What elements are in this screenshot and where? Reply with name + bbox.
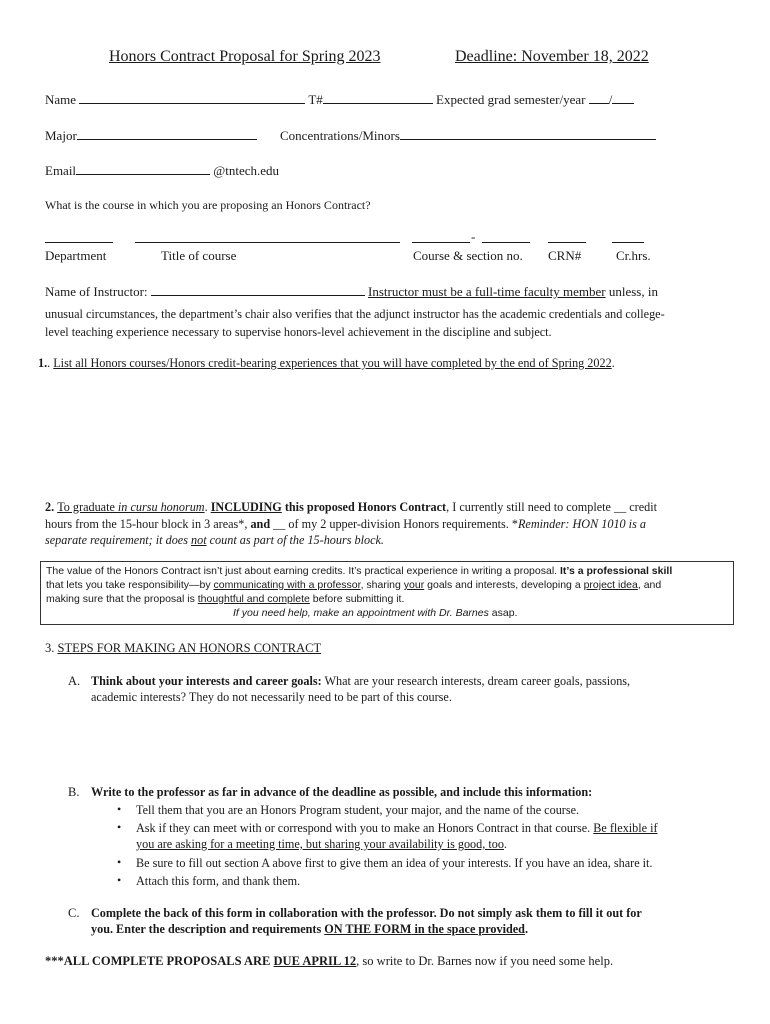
info-line-3	[46, 593, 404, 605]
info-communicating: communicating with a professor	[213, 579, 361, 591]
section-3-heading	[45, 641, 321, 656]
info-line-4	[233, 607, 517, 619]
step-c-line2-a: you. Enter the description and requirements	[91, 922, 325, 936]
instructor-note-line3: level teaching experience necessary to supervise honors-level achievement in the discipline and subject.	[45, 325, 552, 339]
course-section-label: Course & section no.	[413, 248, 523, 263]
concentrations-field[interactable]	[400, 128, 656, 140]
step-c-line1: Complete the back of this form in collaboration with the professor. Do not simply ask them to fill it out for	[91, 906, 642, 920]
section-2-line2-b: __ of my 2 upper-division Honors requirements. *	[270, 517, 518, 531]
step-b-bullet-2-end: .	[503, 837, 507, 851]
section-2-line2-c: : HON 1010 is a	[565, 517, 646, 531]
section-2-not: not	[191, 533, 207, 547]
due-stars: ***ALL COMPLETE PROPOSALS ARE	[45, 954, 274, 968]
course-section-separator: -	[471, 229, 476, 244]
course-title-field[interactable]	[135, 242, 400, 243]
deadline: Deadline: November 18, 2022	[455, 48, 649, 65]
section-2-including: INCLUDING	[210, 500, 282, 514]
credit-hours-label: Cr.hrs.	[616, 248, 651, 263]
section-3-number: 3.	[45, 641, 58, 655]
section-1	[38, 356, 615, 371]
t-number-label: T#	[308, 92, 323, 107]
grad-semester-field[interactable]	[589, 92, 609, 104]
step-a-letter: A.	[68, 674, 81, 688]
department-field[interactable]	[45, 242, 113, 243]
info-line-2-a: that lets you take responsibility—by	[46, 579, 214, 591]
info-help: If you need help, make an appointment with Dr. Barnes	[233, 607, 489, 619]
instructor-note-line2: unusual circumstances, the department’s chair also verifies that the adjunct instructor has the academic credentials and college-	[45, 307, 665, 321]
bullet-icon: •	[117, 802, 122, 816]
step-b-bullet-2-text: Ask if they can meet with or correspond with you to make an Honors Contract in that course.	[136, 821, 594, 835]
course-number-field[interactable]	[412, 242, 470, 243]
info-your: your	[403, 579, 425, 591]
grad-year-field[interactable]	[612, 92, 634, 104]
step-a-bold: Think about your interests and career goals:	[91, 674, 322, 688]
major-row	[45, 128, 257, 144]
instructor-row	[45, 284, 658, 300]
step-c-line2	[91, 922, 528, 937]
grad-label: Expected grad semester/year	[436, 92, 586, 107]
info-line-3-a: making sure that the proposal is	[46, 593, 198, 605]
bullet-icon: •	[117, 873, 122, 887]
section-2-line3-b: count as part of the 15-hours block.	[206, 533, 384, 547]
section-2-line1-rest: , I currently still need to complete __ credit	[446, 500, 657, 514]
major-field[interactable]	[77, 128, 257, 140]
instructor-requirement: Instructor must be a full-time faculty member	[368, 284, 606, 299]
section-2-line2-a: hours from the 15-hour block in 3 areas*,	[45, 517, 251, 531]
section-2-number: 2.	[45, 500, 58, 514]
info-project-idea: project idea	[583, 579, 638, 591]
name-field[interactable]	[79, 92, 305, 104]
instructor-field[interactable]	[151, 284, 365, 296]
department-label: Department	[45, 248, 107, 263]
section-2-proposed: this proposed Honors Contract	[281, 500, 447, 514]
section-2-line3-a: separate requirement; it does	[45, 533, 191, 547]
info-line-2	[46, 579, 661, 591]
info-line-1	[46, 565, 672, 577]
concentrations-label: Concentrations/Minors	[280, 128, 400, 143]
email-row	[45, 163, 279, 179]
grad-separator: /	[608, 92, 613, 107]
step-b-bullet-2-line2	[136, 837, 507, 852]
email-domain: @tntech.edu	[213, 163, 280, 178]
step-a-answer-area[interactable]	[91, 710, 721, 778]
step-c-space-provided: in the space provided	[411, 922, 525, 936]
step-c-on-the-form: ON THE FORM	[324, 922, 412, 936]
section-2-line3	[45, 533, 384, 548]
step-a-line2: academic interests? They do not necessarily need to be part of this course.	[91, 690, 452, 704]
section-2-period: .	[204, 500, 211, 514]
crn-field[interactable]	[548, 242, 586, 243]
step-b-letter: B.	[68, 785, 80, 799]
section-3-title: STEPS FOR MAKING AN HONORS CONTRACT	[57, 641, 322, 655]
step-b-heading: Write to the professor as far in advance of the deadline as possible, and include this information:	[91, 785, 593, 799]
info-thoughtful: thoughtful and complete	[197, 593, 310, 605]
info-line-2-b: , sharing	[360, 579, 404, 591]
step-c-letter: C.	[68, 906, 80, 920]
section-1-number: 1.	[38, 356, 48, 370]
major-label: Major	[45, 128, 77, 143]
step-b-bullet-1: Tell them that you are an Honors Program student, your major, and the name of the course.	[136, 803, 580, 817]
step-a-text: What are your research interests, dream career goals, passions,	[321, 674, 631, 688]
due-date-notice	[45, 954, 613, 969]
info-line-2-c: goals and interests, developing a	[424, 579, 584, 591]
email-field[interactable]	[76, 163, 210, 175]
info-box	[40, 561, 734, 625]
credit-hours-field[interactable]	[612, 242, 644, 243]
form-title: Honors Contract Proposal for Spring 2023	[109, 48, 381, 65]
step-b-bullet-3: Be sure to fill out section A above first to give them an idea of your interests. If you have an idea, share it.	[136, 856, 653, 870]
info-asap: asap.	[488, 607, 518, 619]
section-2-line1	[45, 500, 657, 515]
section-1-text: List all Honors courses/Honors credit-bearing experiences that you will have completed by the end of Spring 2022	[53, 356, 612, 370]
name-label: Name	[45, 92, 77, 107]
due-date: DUE APRIL 12	[273, 954, 357, 968]
name-row	[45, 92, 634, 108]
course-title-label: Title of course	[161, 248, 237, 263]
section-2-to-graduate: To graduate	[57, 500, 118, 514]
section-2-and: and	[250, 517, 271, 531]
crn-label: CRN#	[548, 248, 582, 263]
step-b-be-flexible: Be flexible if	[593, 821, 658, 835]
instructor-label: Name of Instructor:	[45, 284, 148, 299]
bullet-icon: •	[117, 855, 122, 869]
instructor-note-rest: unless, in	[605, 284, 658, 299]
info-line-1-bold: It’s a professional skill	[560, 565, 673, 577]
step-a-line1	[91, 674, 630, 689]
info-line-3-b: before submitting it.	[309, 593, 405, 605]
info-line-2-d: , and	[637, 579, 662, 591]
email-label: Email	[45, 163, 77, 178]
t-number-field[interactable]	[323, 92, 433, 104]
section-2-latin: in cursu honorum	[117, 500, 205, 514]
step-b-bullet-4: Attach this form, and thank them.	[136, 874, 301, 888]
section-1-dot: .	[47, 356, 54, 370]
due-rest: , so write to Dr. Barnes now if you need some help.	[356, 954, 614, 968]
concentrations-row	[280, 128, 656, 144]
section-number-field[interactable]	[482, 242, 530, 243]
step-b-availability: you are asking for a meeting time, but sharing your availability is good, too	[136, 837, 504, 851]
section-2-line2	[45, 517, 646, 532]
course-question: What is the course in which you are proposing an Honors Contract?	[45, 198, 371, 212]
step-c-line2-end: .	[524, 922, 528, 936]
section-1-end: .	[611, 356, 615, 370]
info-line-1-text: The value of the Honors Contract isn’t just about earning credits. It’s practical experience in writing a proposal.	[46, 565, 560, 577]
section-2-reminder: Reminder	[517, 517, 566, 531]
bullet-icon: •	[117, 820, 122, 834]
section-1-answer-area[interactable]	[45, 378, 725, 490]
step-b-bullet-2	[136, 821, 658, 836]
